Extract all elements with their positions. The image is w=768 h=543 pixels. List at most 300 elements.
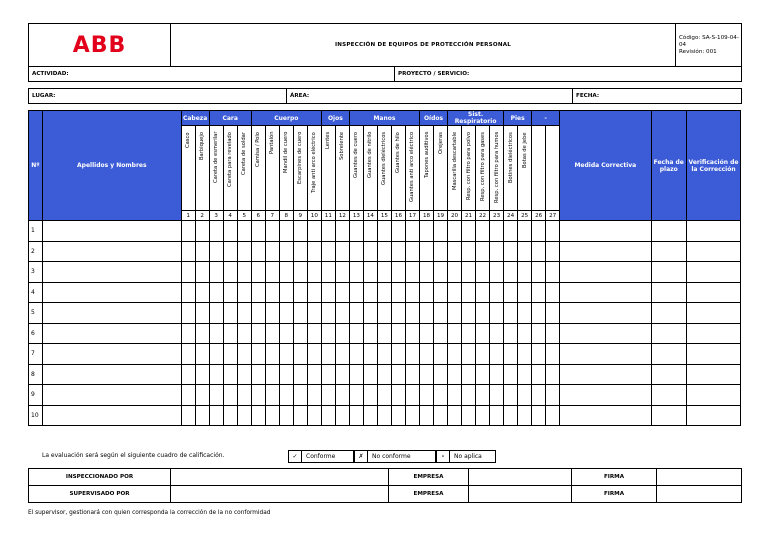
- check-cell[interactable]: [434, 364, 448, 385]
- check-cell[interactable]: [349, 405, 363, 426]
- check-cell[interactable]: [546, 303, 560, 324]
- check-cell[interactable]: [181, 405, 195, 426]
- medida-cell[interactable]: [560, 385, 651, 406]
- verificacion-cell[interactable]: [687, 344, 741, 365]
- check-cell[interactable]: [209, 241, 223, 262]
- check-cell[interactable]: [251, 364, 265, 385]
- check-cell[interactable]: [293, 385, 307, 406]
- check-cell[interactable]: [546, 364, 560, 385]
- check-cell[interactable]: [420, 221, 434, 242]
- check-cell[interactable]: [476, 405, 490, 426]
- check-cell[interactable]: [462, 385, 476, 406]
- verificacion-cell[interactable]: [687, 262, 741, 283]
- check-cell[interactable]: [265, 221, 279, 242]
- check-cell[interactable]: [349, 241, 363, 262]
- check-cell[interactable]: [335, 364, 349, 385]
- check-cell[interactable]: [349, 323, 363, 344]
- check-cell[interactable]: [377, 241, 391, 262]
- check-cell[interactable]: [405, 262, 419, 283]
- check-cell[interactable]: [279, 405, 293, 426]
- check-cell[interactable]: [265, 282, 279, 303]
- name-cell[interactable]: [42, 364, 181, 385]
- check-cell[interactable]: [265, 323, 279, 344]
- check-cell[interactable]: [321, 364, 335, 385]
- check-cell[interactable]: [476, 262, 490, 283]
- check-cell[interactable]: [251, 221, 265, 242]
- check-cell[interactable]: [265, 385, 279, 406]
- check-cell[interactable]: [307, 282, 321, 303]
- check-cell[interactable]: [181, 241, 195, 262]
- check-cell[interactable]: [251, 405, 265, 426]
- check-cell[interactable]: [462, 221, 476, 242]
- check-cell[interactable]: [490, 405, 504, 426]
- name-cell[interactable]: [42, 323, 181, 344]
- check-cell[interactable]: [490, 364, 504, 385]
- check-cell[interactable]: [307, 241, 321, 262]
- check-cell[interactable]: [307, 405, 321, 426]
- check-cell[interactable]: [391, 282, 405, 303]
- lugar-field[interactable]: LUGAR:: [29, 89, 287, 104]
- proyecto-field[interactable]: PROYECTO / SERVICIO:: [395, 67, 742, 82]
- check-cell[interactable]: [504, 282, 518, 303]
- verificacion-cell[interactable]: [687, 221, 741, 242]
- check-cell[interactable]: [223, 282, 237, 303]
- check-cell[interactable]: [546, 385, 560, 406]
- check-cell[interactable]: [363, 221, 377, 242]
- check-cell[interactable]: [321, 241, 335, 262]
- verificacion-cell[interactable]: [687, 405, 741, 426]
- check-cell[interactable]: [349, 303, 363, 324]
- check-cell[interactable]: [251, 282, 265, 303]
- check-cell[interactable]: [546, 405, 560, 426]
- fecha-plazo-cell[interactable]: [651, 262, 686, 283]
- check-cell[interactable]: [237, 385, 251, 406]
- empresa-input[interactable]: [469, 469, 572, 486]
- check-cell[interactable]: [490, 303, 504, 324]
- check-cell[interactable]: [293, 282, 307, 303]
- check-cell[interactable]: [377, 262, 391, 283]
- name-cell[interactable]: [42, 344, 181, 365]
- inspeccionado-input[interactable]: [171, 469, 389, 486]
- check-cell[interactable]: [223, 385, 237, 406]
- fecha-plazo-cell[interactable]: [651, 303, 686, 324]
- check-cell[interactable]: [532, 303, 546, 324]
- check-cell[interactable]: [237, 303, 251, 324]
- check-cell[interactable]: [265, 364, 279, 385]
- check-cell[interactable]: [237, 344, 251, 365]
- check-cell[interactable]: [195, 221, 209, 242]
- check-cell[interactable]: [237, 262, 251, 283]
- check-cell[interactable]: [335, 323, 349, 344]
- check-cell[interactable]: [476, 364, 490, 385]
- check-cell[interactable]: [251, 385, 265, 406]
- check-cell[interactable]: [363, 241, 377, 262]
- check-cell[interactable]: [321, 344, 335, 365]
- check-cell[interactable]: [181, 385, 195, 406]
- check-cell[interactable]: [434, 405, 448, 426]
- check-cell[interactable]: [377, 221, 391, 242]
- check-cell[interactable]: [546, 344, 560, 365]
- check-cell[interactable]: [307, 364, 321, 385]
- check-cell[interactable]: [195, 282, 209, 303]
- check-cell[interactable]: [462, 323, 476, 344]
- check-cell[interactable]: [195, 385, 209, 406]
- check-cell[interactable]: [420, 262, 434, 283]
- check-cell[interactable]: [321, 262, 335, 283]
- check-cell[interactable]: [307, 303, 321, 324]
- medida-cell[interactable]: [560, 405, 651, 426]
- check-cell[interactable]: [223, 262, 237, 283]
- check-cell[interactable]: [391, 221, 405, 242]
- medida-cell[interactable]: [560, 262, 651, 283]
- check-cell[interactable]: [476, 282, 490, 303]
- check-cell[interactable]: [209, 344, 223, 365]
- check-cell[interactable]: [532, 364, 546, 385]
- check-cell[interactable]: [321, 385, 335, 406]
- check-cell[interactable]: [504, 405, 518, 426]
- verificacion-cell[interactable]: [687, 364, 741, 385]
- check-cell[interactable]: [546, 262, 560, 283]
- check-cell[interactable]: [195, 241, 209, 262]
- check-cell[interactable]: [462, 241, 476, 262]
- check-cell[interactable]: [251, 241, 265, 262]
- check-cell[interactable]: [195, 303, 209, 324]
- check-cell[interactable]: [405, 221, 419, 242]
- check-cell[interactable]: [209, 282, 223, 303]
- name-cell[interactable]: [42, 385, 181, 406]
- check-cell[interactable]: [504, 221, 518, 242]
- check-cell[interactable]: [462, 405, 476, 426]
- check-cell[interactable]: [448, 405, 462, 426]
- fecha-plazo-cell[interactable]: [651, 405, 686, 426]
- check-cell[interactable]: [377, 282, 391, 303]
- check-cell[interactable]: [293, 364, 307, 385]
- check-cell[interactable]: [335, 262, 349, 283]
- check-cell[interactable]: [195, 405, 209, 426]
- check-cell[interactable]: [363, 282, 377, 303]
- verificacion-cell[interactable]: [687, 385, 741, 406]
- check-cell[interactable]: [321, 323, 335, 344]
- check-cell[interactable]: [490, 323, 504, 344]
- check-cell[interactable]: [363, 385, 377, 406]
- check-cell[interactable]: [321, 282, 335, 303]
- check-cell[interactable]: [518, 221, 532, 242]
- check-cell[interactable]: [265, 241, 279, 262]
- check-cell[interactable]: [448, 323, 462, 344]
- check-cell[interactable]: [223, 303, 237, 324]
- check-cell[interactable]: [223, 221, 237, 242]
- check-cell[interactable]: [462, 282, 476, 303]
- check-cell[interactable]: [448, 303, 462, 324]
- check-cell[interactable]: [335, 385, 349, 406]
- check-cell[interactable]: [195, 262, 209, 283]
- check-cell[interactable]: [391, 344, 405, 365]
- check-cell[interactable]: [307, 344, 321, 365]
- check-cell[interactable]: [181, 344, 195, 365]
- name-cell[interactable]: [42, 221, 181, 242]
- medida-cell[interactable]: [560, 282, 651, 303]
- check-cell[interactable]: [279, 221, 293, 242]
- check-cell[interactable]: [420, 344, 434, 365]
- name-cell[interactable]: [42, 282, 181, 303]
- check-cell[interactable]: [251, 303, 265, 324]
- check-cell[interactable]: [321, 303, 335, 324]
- check-cell[interactable]: [532, 344, 546, 365]
- check-cell[interactable]: [237, 364, 251, 385]
- check-cell[interactable]: [448, 364, 462, 385]
- fecha-plazo-cell[interactable]: [651, 364, 686, 385]
- check-cell[interactable]: [462, 344, 476, 365]
- name-cell[interactable]: [42, 241, 181, 262]
- verificacion-cell[interactable]: [687, 323, 741, 344]
- check-cell[interactable]: [181, 221, 195, 242]
- check-cell[interactable]: [181, 262, 195, 283]
- check-cell[interactable]: [377, 344, 391, 365]
- check-cell[interactable]: [518, 344, 532, 365]
- check-cell[interactable]: [518, 323, 532, 344]
- check-cell[interactable]: [363, 323, 377, 344]
- empresa-input-2[interactable]: [469, 486, 572, 503]
- area-field[interactable]: ÁREA:: [287, 89, 573, 104]
- check-cell[interactable]: [209, 385, 223, 406]
- check-cell[interactable]: [209, 221, 223, 242]
- check-cell[interactable]: [448, 241, 462, 262]
- check-cell[interactable]: [462, 364, 476, 385]
- check-cell[interactable]: [279, 364, 293, 385]
- check-cell[interactable]: [181, 364, 195, 385]
- check-cell[interactable]: [349, 364, 363, 385]
- check-cell[interactable]: [279, 303, 293, 324]
- check-cell[interactable]: [518, 241, 532, 262]
- check-cell[interactable]: [462, 303, 476, 324]
- check-cell[interactable]: [293, 241, 307, 262]
- fecha-plazo-cell[interactable]: [651, 282, 686, 303]
- fecha-plazo-cell[interactable]: [651, 323, 686, 344]
- check-cell[interactable]: [293, 405, 307, 426]
- check-cell[interactable]: [251, 344, 265, 365]
- check-cell[interactable]: [504, 344, 518, 365]
- check-cell[interactable]: [279, 323, 293, 344]
- name-cell[interactable]: [42, 303, 181, 324]
- check-cell[interactable]: [377, 385, 391, 406]
- name-cell[interactable]: [42, 405, 181, 426]
- check-cell[interactable]: [363, 405, 377, 426]
- check-cell[interactable]: [532, 262, 546, 283]
- check-cell[interactable]: [405, 344, 419, 365]
- check-cell[interactable]: [195, 364, 209, 385]
- check-cell[interactable]: [420, 385, 434, 406]
- check-cell[interactable]: [434, 303, 448, 324]
- check-cell[interactable]: [223, 364, 237, 385]
- check-cell[interactable]: [265, 303, 279, 324]
- check-cell[interactable]: [405, 303, 419, 324]
- check-cell[interactable]: [434, 241, 448, 262]
- check-cell[interactable]: [335, 405, 349, 426]
- firma-input-2[interactable]: [657, 486, 742, 503]
- check-cell[interactable]: [349, 282, 363, 303]
- check-cell[interactable]: [279, 282, 293, 303]
- check-cell[interactable]: [546, 282, 560, 303]
- check-cell[interactable]: [279, 262, 293, 283]
- check-cell[interactable]: [265, 405, 279, 426]
- check-cell[interactable]: [251, 262, 265, 283]
- check-cell[interactable]: [476, 221, 490, 242]
- check-cell[interactable]: [209, 364, 223, 385]
- check-cell[interactable]: [518, 364, 532, 385]
- check-cell[interactable]: [293, 323, 307, 344]
- check-cell[interactable]: [405, 323, 419, 344]
- check-cell[interactable]: [335, 282, 349, 303]
- check-cell[interactable]: [434, 385, 448, 406]
- check-cell[interactable]: [181, 323, 195, 344]
- check-cell[interactable]: [448, 385, 462, 406]
- check-cell[interactable]: [391, 385, 405, 406]
- check-cell[interactable]: [490, 282, 504, 303]
- check-cell[interactable]: [377, 405, 391, 426]
- check-cell[interactable]: [293, 344, 307, 365]
- check-cell[interactable]: [532, 241, 546, 262]
- check-cell[interactable]: [391, 303, 405, 324]
- check-cell[interactable]: [237, 323, 251, 344]
- check-cell[interactable]: [420, 303, 434, 324]
- check-cell[interactable]: [279, 241, 293, 262]
- check-cell[interactable]: [434, 323, 448, 344]
- check-cell[interactable]: [363, 303, 377, 324]
- firma-input[interactable]: [657, 469, 742, 486]
- check-cell[interactable]: [420, 282, 434, 303]
- check-cell[interactable]: [307, 221, 321, 242]
- check-cell[interactable]: [181, 303, 195, 324]
- check-cell[interactable]: [448, 221, 462, 242]
- check-cell[interactable]: [195, 323, 209, 344]
- medida-cell[interactable]: [560, 221, 651, 242]
- check-cell[interactable]: [391, 241, 405, 262]
- check-cell[interactable]: [476, 241, 490, 262]
- check-cell[interactable]: [391, 405, 405, 426]
- check-cell[interactable]: [405, 282, 419, 303]
- check-cell[interactable]: [420, 364, 434, 385]
- check-cell[interactable]: [335, 344, 349, 365]
- check-cell[interactable]: [518, 385, 532, 406]
- check-cell[interactable]: [265, 344, 279, 365]
- check-cell[interactable]: [209, 323, 223, 344]
- check-cell[interactable]: [490, 221, 504, 242]
- check-cell[interactable]: [490, 344, 504, 365]
- check-cell[interactable]: [504, 262, 518, 283]
- check-cell[interactable]: [293, 303, 307, 324]
- check-cell[interactable]: [335, 221, 349, 242]
- check-cell[interactable]: [237, 282, 251, 303]
- check-cell[interactable]: [307, 262, 321, 283]
- actividad-field[interactable]: ACTIVIDAD:: [29, 67, 395, 82]
- check-cell[interactable]: [363, 344, 377, 365]
- check-cell[interactable]: [209, 262, 223, 283]
- check-cell[interactable]: [405, 405, 419, 426]
- fecha-plazo-cell[interactable]: [651, 385, 686, 406]
- check-cell[interactable]: [476, 385, 490, 406]
- check-cell[interactable]: [279, 344, 293, 365]
- check-cell[interactable]: [532, 385, 546, 406]
- check-cell[interactable]: [195, 344, 209, 365]
- check-cell[interactable]: [434, 344, 448, 365]
- check-cell[interactable]: [434, 282, 448, 303]
- check-cell[interactable]: [518, 282, 532, 303]
- check-cell[interactable]: [476, 344, 490, 365]
- check-cell[interactable]: [476, 303, 490, 324]
- check-cell[interactable]: [335, 303, 349, 324]
- check-cell[interactable]: [363, 364, 377, 385]
- fecha-plazo-cell[interactable]: [651, 241, 686, 262]
- check-cell[interactable]: [490, 241, 504, 262]
- check-cell[interactable]: [518, 262, 532, 283]
- check-cell[interactable]: [209, 303, 223, 324]
- check-cell[interactable]: [448, 282, 462, 303]
- check-cell[interactable]: [307, 385, 321, 406]
- check-cell[interactable]: [532, 405, 546, 426]
- check-cell[interactable]: [504, 241, 518, 262]
- check-cell[interactable]: [181, 282, 195, 303]
- check-cell[interactable]: [237, 221, 251, 242]
- check-cell[interactable]: [321, 405, 335, 426]
- check-cell[interactable]: [504, 303, 518, 324]
- check-cell[interactable]: [434, 221, 448, 242]
- check-cell[interactable]: [546, 241, 560, 262]
- check-cell[interactable]: [251, 323, 265, 344]
- fecha-plazo-cell[interactable]: [651, 344, 686, 365]
- check-cell[interactable]: [265, 262, 279, 283]
- check-cell[interactable]: [391, 364, 405, 385]
- check-cell[interactable]: [223, 344, 237, 365]
- medida-cell[interactable]: [560, 241, 651, 262]
- check-cell[interactable]: [279, 385, 293, 406]
- check-cell[interactable]: [405, 385, 419, 406]
- check-cell[interactable]: [420, 405, 434, 426]
- check-cell[interactable]: [434, 262, 448, 283]
- check-cell[interactable]: [448, 344, 462, 365]
- check-cell[interactable]: [209, 405, 223, 426]
- check-cell[interactable]: [462, 262, 476, 283]
- check-cell[interactable]: [504, 323, 518, 344]
- medida-cell[interactable]: [560, 303, 651, 324]
- check-cell[interactable]: [223, 405, 237, 426]
- verificacion-cell[interactable]: [687, 241, 741, 262]
- check-cell[interactable]: [377, 364, 391, 385]
- check-cell[interactable]: [532, 323, 546, 344]
- check-cell[interactable]: [391, 323, 405, 344]
- check-cell[interactable]: [237, 241, 251, 262]
- check-cell[interactable]: [405, 241, 419, 262]
- check-cell[interactable]: [223, 323, 237, 344]
- check-cell[interactable]: [349, 221, 363, 242]
- check-cell[interactable]: [293, 221, 307, 242]
- medida-cell[interactable]: [560, 323, 651, 344]
- check-cell[interactable]: [532, 282, 546, 303]
- check-cell[interactable]: [363, 262, 377, 283]
- check-cell[interactable]: [504, 385, 518, 406]
- fecha-plazo-cell[interactable]: [651, 221, 686, 242]
- check-cell[interactable]: [321, 221, 335, 242]
- check-cell[interactable]: [420, 241, 434, 262]
- check-cell[interactable]: [420, 323, 434, 344]
- check-cell[interactable]: [377, 323, 391, 344]
- check-cell[interactable]: [237, 405, 251, 426]
- fecha-field[interactable]: FECHA:: [573, 89, 742, 104]
- check-cell[interactable]: [476, 323, 490, 344]
- check-cell[interactable]: [490, 262, 504, 283]
- check-cell[interactable]: [518, 405, 532, 426]
- check-cell[interactable]: [391, 262, 405, 283]
- supervisado-input[interactable]: [171, 486, 389, 503]
